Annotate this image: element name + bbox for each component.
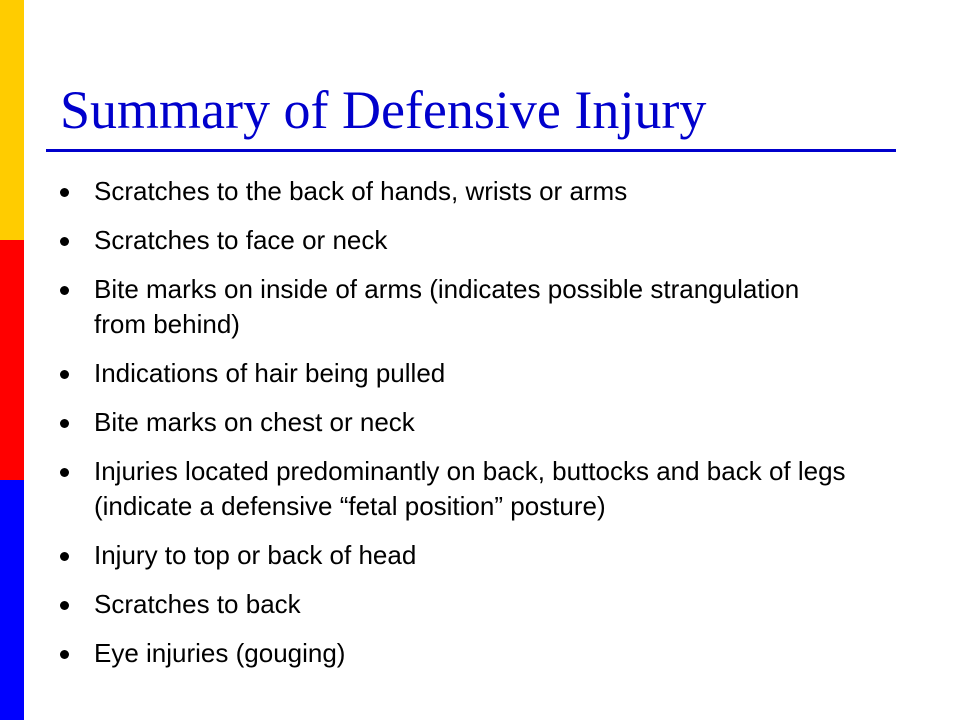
slide-title: Summary of Defensive Injury <box>60 80 707 140</box>
bullet-text: Scratches to face or neck <box>94 225 388 255</box>
bullet-item <box>56 356 846 391</box>
bullet-text: Eye injuries (gouging) <box>94 638 346 668</box>
bullet-text: Injury to top or back of head <box>94 540 417 570</box>
bullet-item <box>56 272 846 342</box>
bullet-dot-icon <box>60 419 69 428</box>
bullet-dot-icon <box>60 286 69 295</box>
bullet-item <box>56 587 846 622</box>
bullet-item <box>56 223 846 258</box>
bullet-item <box>56 636 846 671</box>
bullet-dot-icon <box>60 370 69 379</box>
bullet-text: Scratches to the back of hands, wrists or arms <box>94 176 628 206</box>
bullet-dot-icon <box>60 601 69 610</box>
bullet-dot-icon <box>60 552 69 561</box>
bullet-dot-icon <box>60 188 69 197</box>
bullet-dot-icon <box>60 237 69 246</box>
bullet-item <box>56 174 846 209</box>
bullet-item <box>56 454 846 524</box>
accent-stripe-blue <box>0 480 24 720</box>
bullet-list <box>56 174 846 685</box>
bullet-text: Bite marks on chest or neck <box>94 407 415 437</box>
bullet-dot-icon <box>60 468 69 477</box>
bullet-text: Scratches to back <box>94 589 301 619</box>
bullet-item <box>56 538 846 573</box>
bullet-item <box>56 405 846 440</box>
bullet-dot-icon <box>60 650 69 659</box>
bullet-text: Bite marks on inside of arms (indicates possible strangulation from behind) <box>94 274 800 339</box>
accent-stripe-red <box>0 240 24 480</box>
bullet-text: Indications of hair being pulled <box>94 358 446 388</box>
bullet-text: Injuries located predominantly on back, buttocks and back of legs (indicate a defensive “fetal position” posture) <box>94 456 846 521</box>
accent-stripe-yellow <box>0 0 24 240</box>
title-underline <box>46 149 896 152</box>
